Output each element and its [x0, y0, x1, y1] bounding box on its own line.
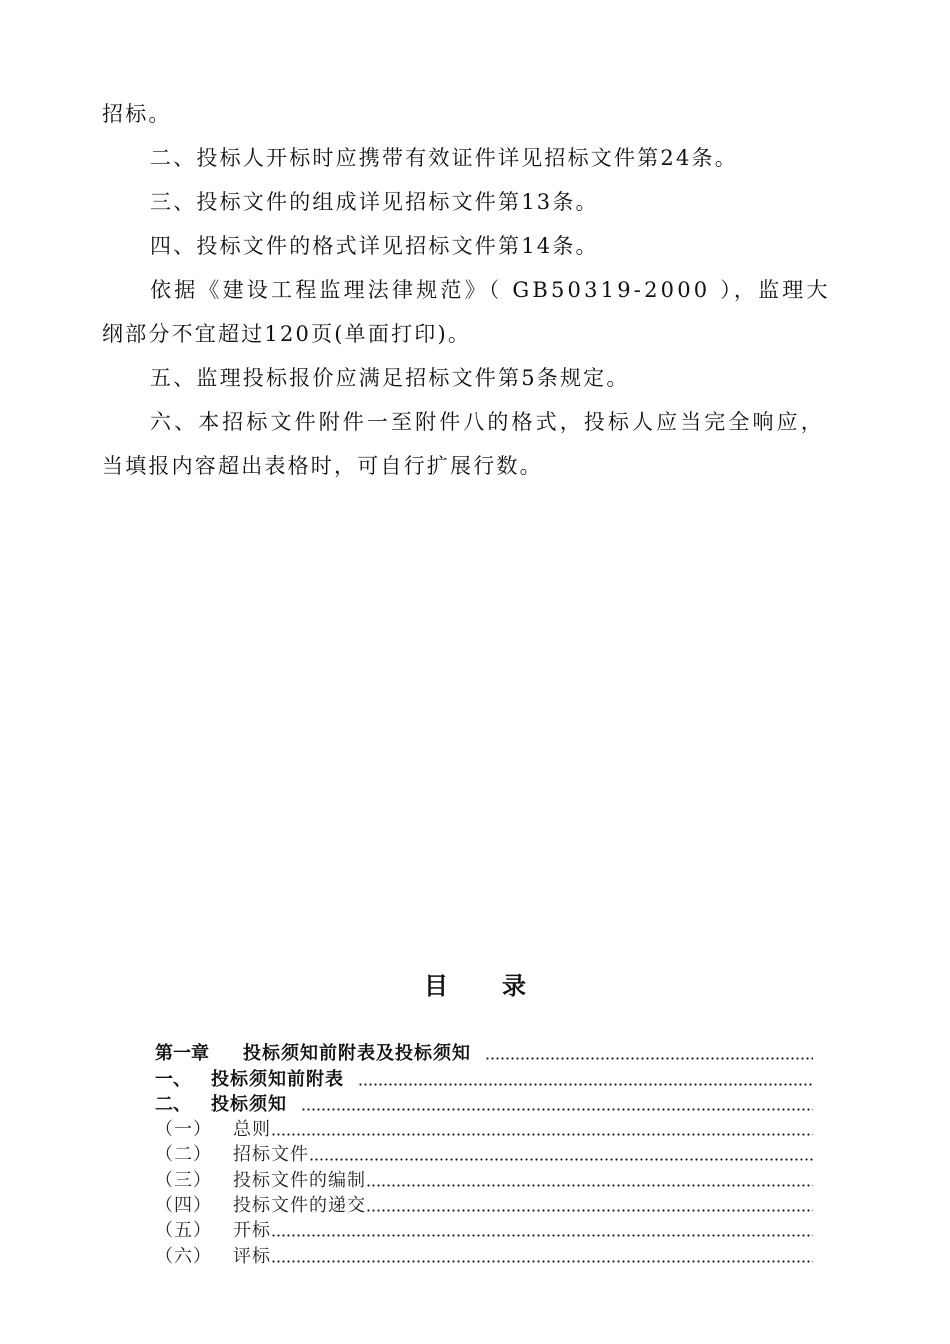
- toc-entry-section-1[interactable]: [155, 1065, 813, 1090]
- body-paragraph-item-6-line-2: 当填报内容超出表格时，可自行扩展行数。: [102, 454, 543, 478]
- toc-entry-subsection-4[interactable]: [155, 1192, 813, 1217]
- toc-entry-number: 第一章: [155, 1043, 209, 1065]
- toc-entry-subsection-2[interactable]: [155, 1141, 813, 1166]
- body-paragraph-continuation: 招标。: [102, 102, 172, 126]
- toc-entry-subsection-6[interactable]: [155, 1242, 813, 1267]
- toc-entry-number: （二）: [155, 1144, 212, 1166]
- toc-dot-leader: [271, 1133, 813, 1136]
- toc-entry-label: 总则: [233, 1119, 271, 1141]
- toc-entry-label: 招标文件: [233, 1144, 309, 1166]
- toc-entry-number: （六）: [155, 1245, 212, 1267]
- toc-title-right: 录: [502, 971, 526, 1000]
- body-paragraph-item-4: 四、投标文件的格式详见招标文件第14条。: [150, 234, 599, 258]
- toc-dot-leader: [485, 1057, 813, 1060]
- toc-entry-number: （一）: [155, 1119, 212, 1141]
- toc-list: [155, 1040, 813, 1268]
- body-paragraph-item-2: 二、投标人开标时应携带有效证件详见招标文件第24条。: [150, 146, 738, 170]
- toc-dot-leader: [366, 1184, 813, 1187]
- body-paragraph-basis-line-1: 依据《建设工程监理法律规范》（ GB50319-2000 ），监理大: [150, 278, 831, 302]
- toc-title: [0, 966, 950, 1001]
- toc-entry-label: 投标须知前附表及投标须知: [243, 1043, 471, 1065]
- toc-entry-label: 投标须知前附表: [211, 1068, 344, 1090]
- toc-entry-label: 投标须知: [211, 1093, 287, 1115]
- toc-entry-number: （四）: [155, 1195, 212, 1217]
- body-paragraph-item-3: 三、投标文件的组成详见招标文件第13条。: [150, 190, 599, 214]
- toc-entry-subsection-5[interactable]: [155, 1217, 813, 1242]
- toc-dot-leader: [301, 1108, 813, 1111]
- toc-entry-number: 一、: [155, 1068, 191, 1090]
- toc-dot-leader: [271, 1234, 813, 1237]
- body-paragraph-item-6-line-1: 六、本招标文件附件一至附件八的格式，投标人应当完全响应，: [150, 410, 825, 434]
- toc-dot-leader: [271, 1260, 813, 1263]
- toc-entry-number: 二、: [155, 1093, 191, 1115]
- toc-entry-label: 开标: [233, 1220, 271, 1242]
- toc-dot-leader: [366, 1209, 813, 1212]
- toc-entry-number: （三）: [155, 1169, 212, 1191]
- toc-entry-subsection-1[interactable]: [155, 1116, 813, 1141]
- toc-entry-chapter-1[interactable]: [155, 1040, 813, 1065]
- toc-entry-label: 评标: [233, 1245, 271, 1267]
- toc-entry-subsection-3[interactable]: [155, 1166, 813, 1191]
- toc-entry-section-2[interactable]: [155, 1091, 813, 1116]
- toc-entry-number: （五）: [155, 1220, 212, 1242]
- body-paragraph-basis-line-2: 纲部分不宜超过120页(单面打印)。: [102, 322, 472, 346]
- toc-dot-leader: [358, 1083, 813, 1086]
- toc-entry-label: 投标文件的递交: [233, 1195, 366, 1217]
- toc-entry-label: 投标文件的编制: [233, 1169, 366, 1191]
- toc-title-left: 目: [424, 971, 448, 1000]
- toc-dot-leader: [309, 1158, 813, 1161]
- body-paragraph-item-5: 五、监理投标报价应满足招标文件第5条规定。: [150, 366, 630, 390]
